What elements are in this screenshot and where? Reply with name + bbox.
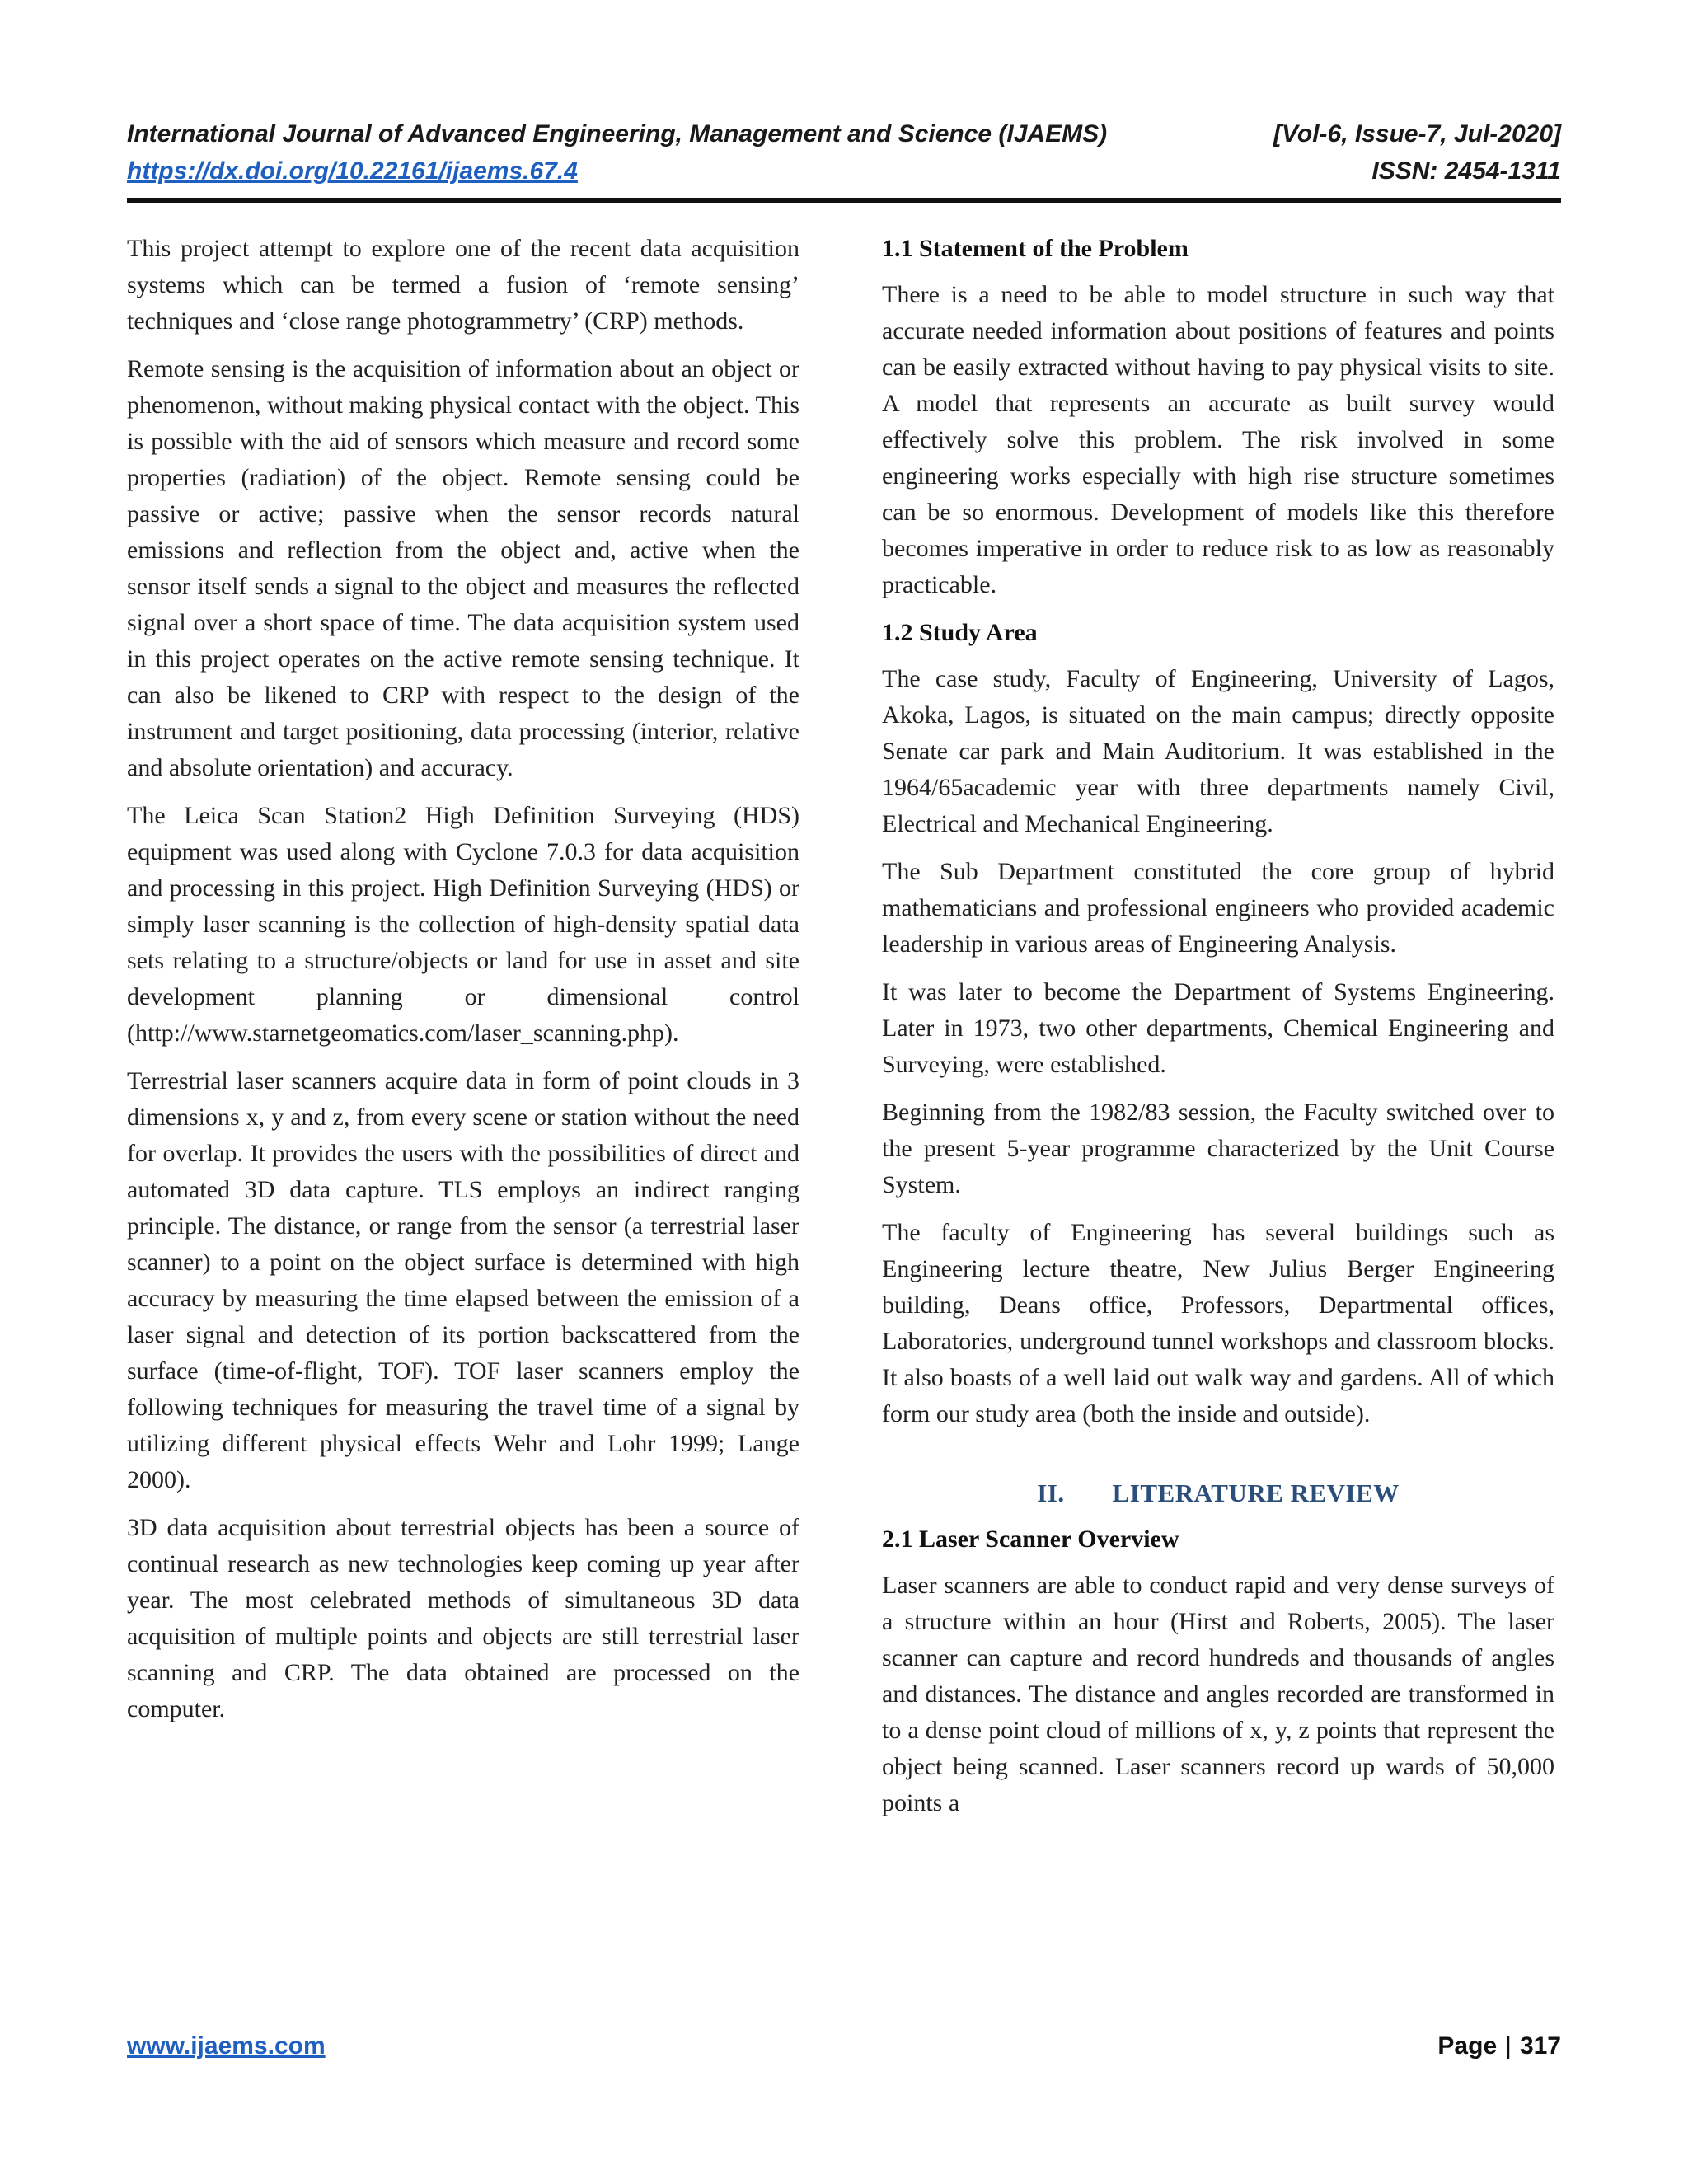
- section-number: II.: [1037, 1479, 1065, 1507]
- issn: ISSN: 2454-1311: [1372, 157, 1561, 185]
- paragraph: The Leica Scan Station2 High Definition Surveying (HDS) equipment was used along with Cyclone 7.0.3 for data acquisition and processing in this project. High Definition Surveying (HDS) or simply laser scanning is the collection of high-density spatial data sets relating to a structure/objects or land for use in asset and site development planning or dimensional control (http://www.starnetgeomatics.com/laser_scanning.php).: [127, 802, 799, 1047]
- journal-title: International Journal of Advanced Engineering, Management and Science (IJAEMS): [127, 120, 1108, 148]
- paragraph: Beginning from the 1982/83 session, the Faculty switched over to the present 5-year programme characterized by the Unit Course System.: [882, 1099, 1554, 1198]
- paragraph: This project attempt to explore one of the recent data acquisition systems which can be termed a fusion of ‘remote sensing’ techniques and ‘close range photogrammetry’ (CRP) methods.: [127, 235, 799, 335]
- body-columns: [127, 231, 1561, 2003]
- header-bottom-row: [127, 152, 1561, 190]
- statement-heading: 1.1 Statement of the Problem: [882, 235, 1189, 262]
- laser-scanner-overview-heading: 2.1 Laser Scanner Overview: [882, 1526, 1179, 1553]
- page-footer: [127, 2026, 1561, 2067]
- paragraph: Laser scanners are able to conduct rapid and very dense surveys of a structure within an hour (Hirst and Roberts, 2005). The laser scanner can capture and record hundreds and thousands of angles and distances. The distance and angles recorded are transformed in to a dense point cloud of millions of x, y, z points that represent the object being scanned. Laser scanners record up wards of 50,000 points a: [882, 1572, 1554, 1816]
- literature-review-heading: [882, 1475, 1554, 1511]
- left-column: [127, 231, 799, 1739]
- page-number: 317: [1519, 2032, 1561, 2060]
- paragraph: 3D data acquisition about terrestrial objects has been a source of continual research as new technologies keep coming up year after year. The most celebrated methods of simultaneous 3D data acquisition of multiple points and objects are still terrestrial laser scanning and CRP. The data obtained are processed on the computer.: [127, 1514, 799, 1722]
- page-header: [127, 115, 1561, 206]
- paragraph: The case study, Faculty of Engineering, University of Lagos, Akoka, Lagos, is situated on the main campus; directly opposite Senate car park and Main Auditorium. It was established in the 1964/65academic year with three departments namely Civil, Electrical and Mechanical Engineering.: [882, 665, 1554, 837]
- doi-link[interactable]: https://dx.doi.org/10.22161/ijaems.67.4: [127, 157, 578, 185]
- paragraph: The Sub Department constituted the core group of hybrid mathematicians and professional engineers who provided academic leadership in various areas of Engineering Analysis.: [882, 858, 1554, 958]
- paragraph: There is a need to be able to model structure in such way that accurate needed information about positions of features and points can be easily extracted without having to pay physical visits to site. A model that represents an accurate as built survey would effectively solve this problem. The risk involved in some engineering works especially with high rise structure sometimes can be so enormous. Development of models like this therefore becomes imperative in order to reduce risk to as low as reasonably practicable.: [882, 281, 1554, 598]
- journal-page: [127, 115, 1561, 2077]
- page-separator: |: [1505, 2032, 1512, 2060]
- header-divider: [127, 198, 1561, 203]
- right-column: [882, 231, 1554, 1833]
- page-number-block: [1437, 2032, 1561, 2060]
- paragraph: It was later to become the Department of Systems Engineering. Later in 1973, two other departments, Chemical Engineering and Surveying, were established.: [882, 978, 1554, 1078]
- website-link[interactable]: www.ijaems.com: [127, 2032, 326, 2060]
- section-title: LITERATURE REVIEW: [1112, 1479, 1400, 1507]
- volume-info: [Vol-6, Issue-7, Jul-2020]: [1273, 120, 1561, 148]
- paragraph: The faculty of Engineering has several buildings such as Engineering lecture theatre, New Julius Berger Engineering building, Deans office, Professors, Departmental offices, Laboratories, underground tunnel workshops and classroom blocks. It also boasts of a well laid out walk way and gardens. All of which form our study area (both the inside and outside).: [882, 1219, 1554, 1427]
- page-label: Page: [1437, 2032, 1498, 2060]
- header-top-row: [127, 115, 1561, 152]
- paragraph: Remote sensing is the acquisition of information about an object or phenomenon, without making physical contact with the object. This is possible with the aid of sensors which measure and record some properties (radiation) of the object. Remote sensing could be passive or active; passive when the sensor records natural emissions and reflection from the object and, active when the sensor itself sends a signal to the object and measures the reflected signal over a short space of time. The data acquisition system used in this project operates on the active remote sensing technique. It can also be likened to CRP with respect to the design of the instrument and target positioning, data processing (interior, relative and absolute orientation) and accuracy.: [127, 355, 799, 781]
- paragraph: Terrestrial laser scanners acquire data in form of point clouds in 3 dimensions x, y and z, from every scene or station without the need for overlap. It provides the users with the possibilities of direct and automated 3D data capture. TLS employs an indirect ranging principle. The distance, or range from the sensor (a terrestrial laser scanner) to a point on the object surface is determined with high accuracy by measuring the time elapsed between the emission of a laser signal and detection of its portion backscattered from the surface (time-of-flight, TOF). TOF laser scanners employ the following techniques for measuring the travel time of a signal by utilizing different physical effects Wehr and Lohr 1999; Lange 2000).: [127, 1067, 799, 1493]
- study-area-heading: 1.2 Study Area: [882, 619, 1038, 646]
